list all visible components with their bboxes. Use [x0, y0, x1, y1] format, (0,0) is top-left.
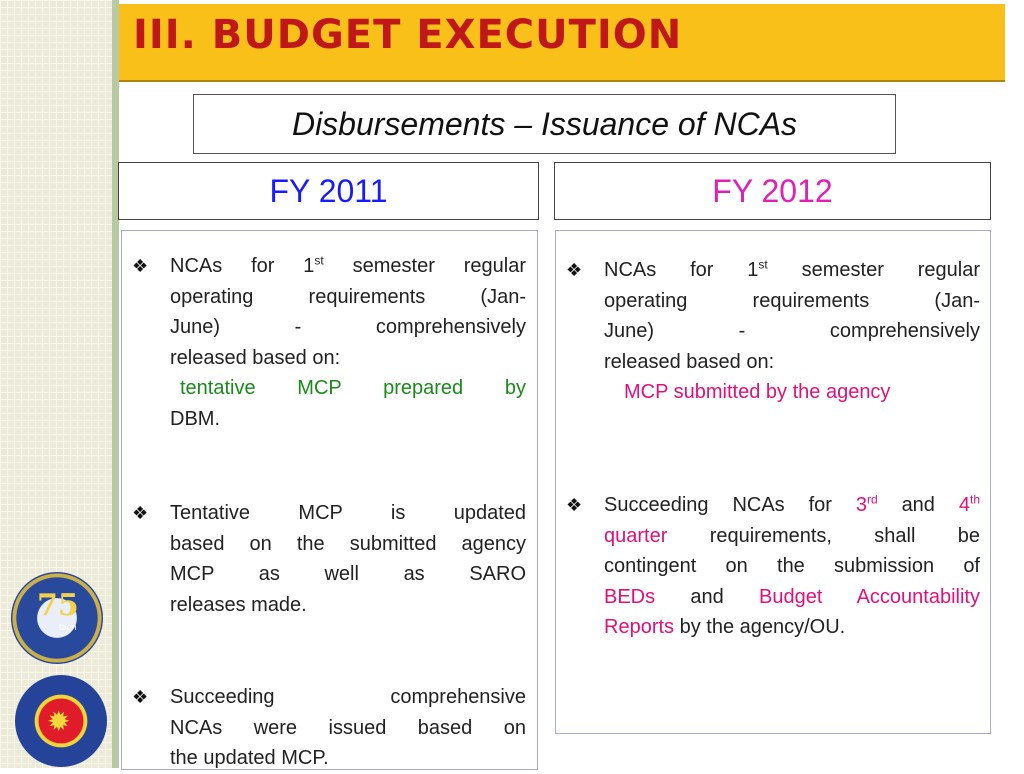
- subtitle-box: [193, 94, 896, 154]
- fy-2012-label: FY 2012: [712, 172, 833, 209]
- list-item: Succeeding comprehensive NCAs were issued based on the updated MCP.: [170, 686, 526, 769]
- list-item: Tentative MCP is updated based on the submitted agency MCP as well as SARO releases made.: [170, 502, 526, 616]
- anniversary-75-logo: 75 taon: [11, 572, 103, 664]
- list-item: NCAs for 1st semester regular operating requirements (Jan- June) - comprehensively released based on: MCP submitted by the agency: [604, 257, 981, 403]
- fy-2012-header: [554, 162, 991, 220]
- page-title: III. BUDGET EXECUTION: [133, 12, 683, 58]
- fy-2011-label: FY 2011: [269, 172, 388, 209]
- seal-emblem-icon: ✹: [47, 706, 71, 737]
- bullet-icon: ❖: [566, 495, 583, 515]
- dbm-seal-logo: [15, 675, 107, 767]
- side-divider: [112, 0, 119, 768]
- bullet-icon: ❖: [566, 260, 583, 280]
- bullet-icon: ❖: [132, 687, 149, 707]
- subtitle: Disbursements – Issuance of NCAs: [291, 105, 798, 142]
- header-bar: [119, 4, 1005, 82]
- fy-2011-panel: [121, 230, 538, 770]
- list-item: Succeeding NCAs for 3rd and 4th quarter requirements, shall be contingent on the submission of BEDs and Budget Accountability Reports by the agency/OU.: [604, 492, 980, 638]
- bullet-icon: ❖: [132, 503, 149, 523]
- fy-2011-header: [118, 162, 539, 220]
- fy-2012-panel: [555, 230, 991, 734]
- bullet-icon: ❖: [132, 256, 149, 276]
- list-item: NCAs for 1st semester regular operating requirements (Jan- June) - comprehensively released based on: tentative MCP prepared by DBM.: [170, 253, 527, 430]
